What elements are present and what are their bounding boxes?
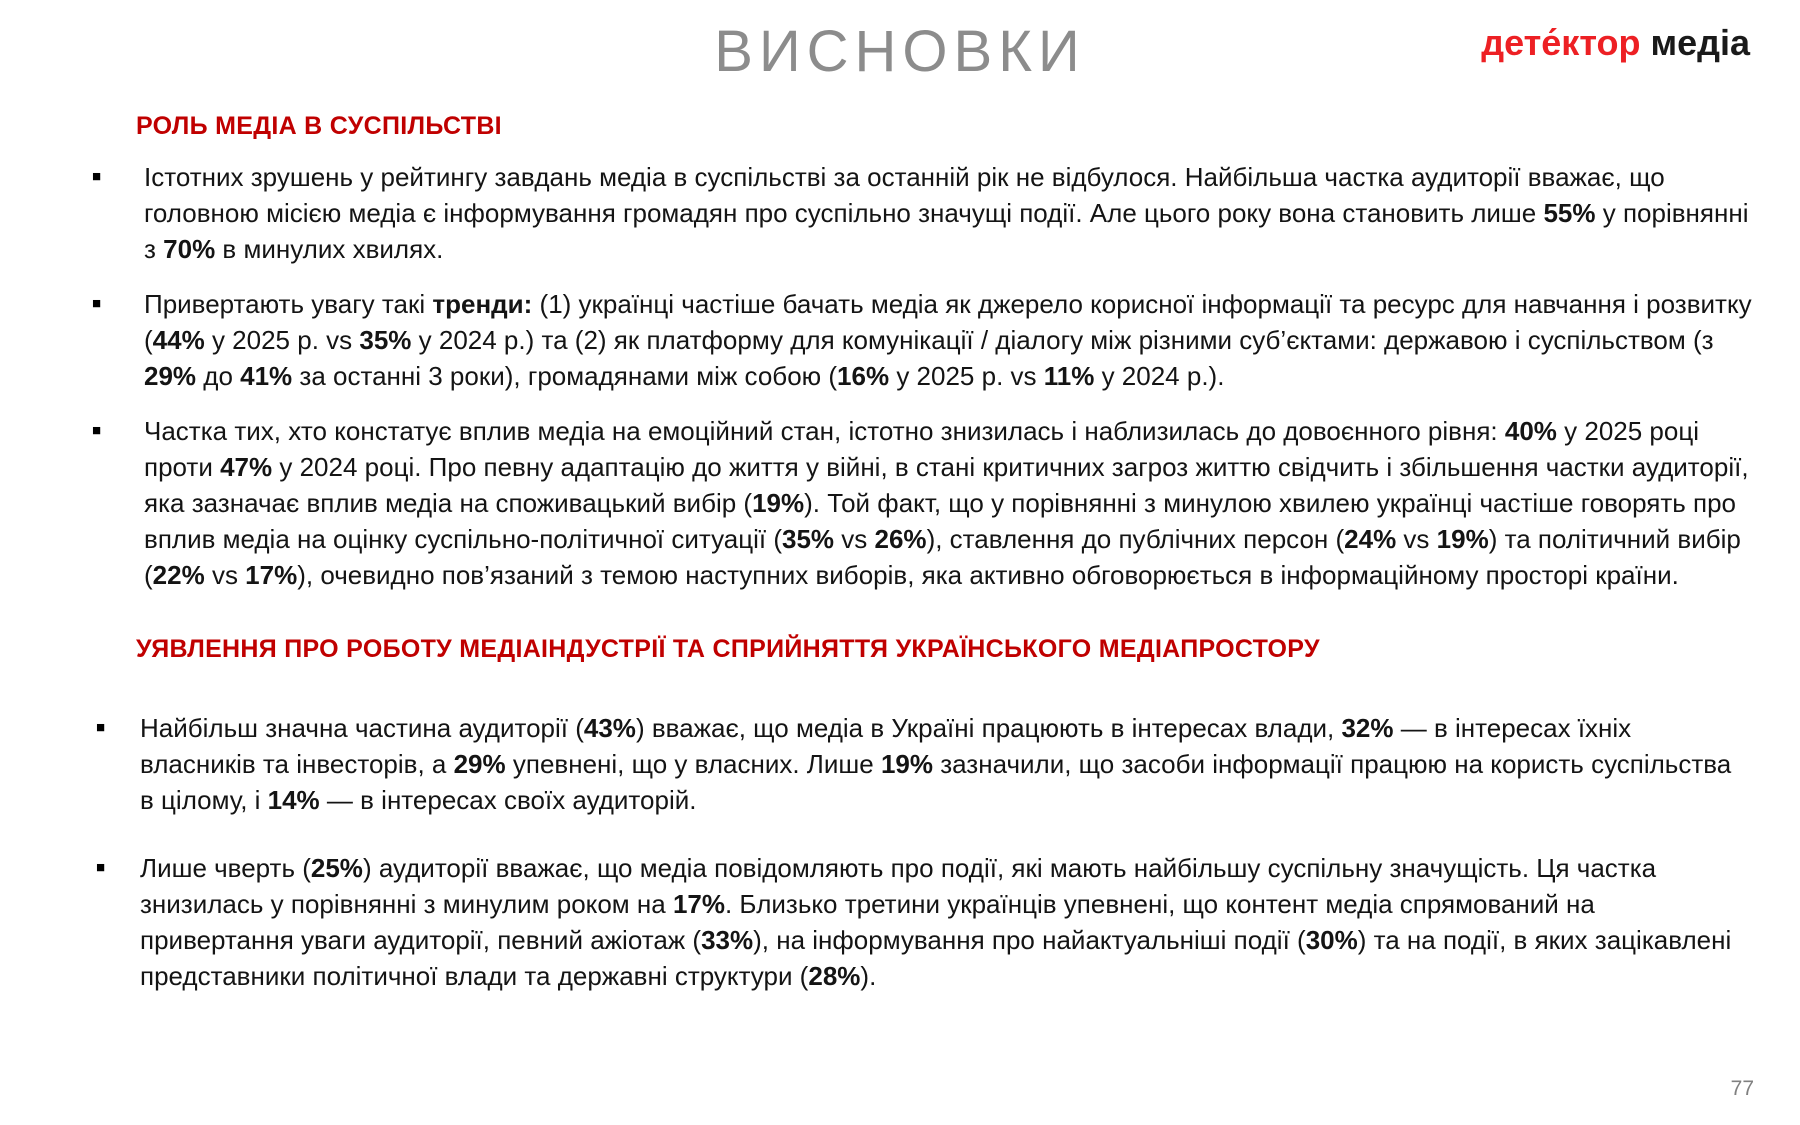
slide-body [90, 112, 1752, 1026]
section-heading: УЯВЛЕННЯ ПРО РОБОТУ МЕДІАІНДУСТРІЇ ТА СПРИЙНЯТТЯ УКРАЇНСЬКОГО МЕДІАПРОСТОРУ [136, 635, 1320, 663]
bullet-text: Найбільш значна частина аудиторії (43%) вважає, що медіа в Україні працюють в інтересах влади, 32% — в інтересах їхніх власників та інвесторів, а 29% упевнені, що у власних. Лише 19% зазначили, що засоби інформації працюю на користь суспільства в цілому, і 14% — в інтересах своїх аудиторій. [140, 713, 1732, 815]
section-1 [90, 112, 1752, 593]
bullet-item [90, 850, 1752, 994]
logo-text-detektor: дете́ктор [1481, 22, 1641, 63]
section-heading: РОЛЬ МЕДІА В СУСПІЛЬСТВІ [136, 112, 502, 140]
bullet-square-icon: ■ [92, 295, 102, 312]
bullet-text: Частка тих, хто констатує вплив медіа на емоційний стан, істотно знизилась і наблизилась до довоєнного рівня: 40% у 2025 році проти 47% у 2024 році. Про певну адаптацію до життя у війні, в стані критичних загроз життю свідчить і збільшення частки аудиторії, яка зазначає вплив медіа на споживацький вибір (19%). Той факт, що у порівнянні з минулою хвилею українці частіше говорять про вплив медіа на оцінку суспільно-політичної ситуації (35% vs 26%), ставлення до публічних персон (24% vs 19%) та політичний вибір (22% vs 17%), очевидно пов’язаний з темою наступних виборів, яка активно обговорюється в інформаційному просторі країни. [144, 416, 1749, 590]
bullet-square-icon: ■ [92, 168, 102, 185]
page-number: 77 [1730, 1077, 1754, 1100]
bullet-text: Привертають увагу такі тренди: (1) українці частіше бачать медіа як джерело корисної інформації та ресурс для навчання і розвитку (44% у 2025 р. vs 35% у 2024 р.) та (2) як платформу для комунікації / діалогу між різними суб’єктами: державою і суспільством (з 29% до 41% за останні 3 роки), громадянами між собою (16% у 2025 р. vs 11% у 2024 р.). [144, 289, 1752, 391]
bullet-square-icon: ■ [96, 719, 106, 736]
bullet-item [90, 159, 1752, 267]
logo-text-media: медіа [1650, 22, 1750, 63]
bullet-text: Істотних зрушень у рейтингу завдань медіа в суспільстві за останній рік не відбулося. Найбільша частка аудиторії вважає, що головною місією медіа є інформування громадян про суспільно значущі події. Але цього року вона становить лише 55% у порівнянні з 70% в минулих хвилях. [144, 162, 1749, 264]
bullet-square-icon: ■ [96, 859, 106, 876]
bullet-square-icon: ■ [92, 422, 102, 439]
bullet-item [90, 710, 1752, 818]
bullet-text: Лише чверть (25%) аудиторії вважає, що медіа повідомляють про події, які мають найбільшу суспільну значущість. Ця частка знизилась у порівнянні з минулим роком на 17%. Близько третини українців упевнені, що контент медіа спрямований на привертання уваги аудиторії, певний ажіотаж (33%), на інформування про найактуальніші події (30%) та на події, в яких зацікавлені представники політичної влади та державні структури (28%). [140, 853, 1732, 991]
page-title: ВИСНОВКИ [714, 19, 1086, 84]
bullet-item [90, 413, 1752, 593]
detektor-media-logo [1481, 22, 1750, 64]
section-2 [90, 635, 1752, 994]
bullet-item [90, 286, 1752, 394]
